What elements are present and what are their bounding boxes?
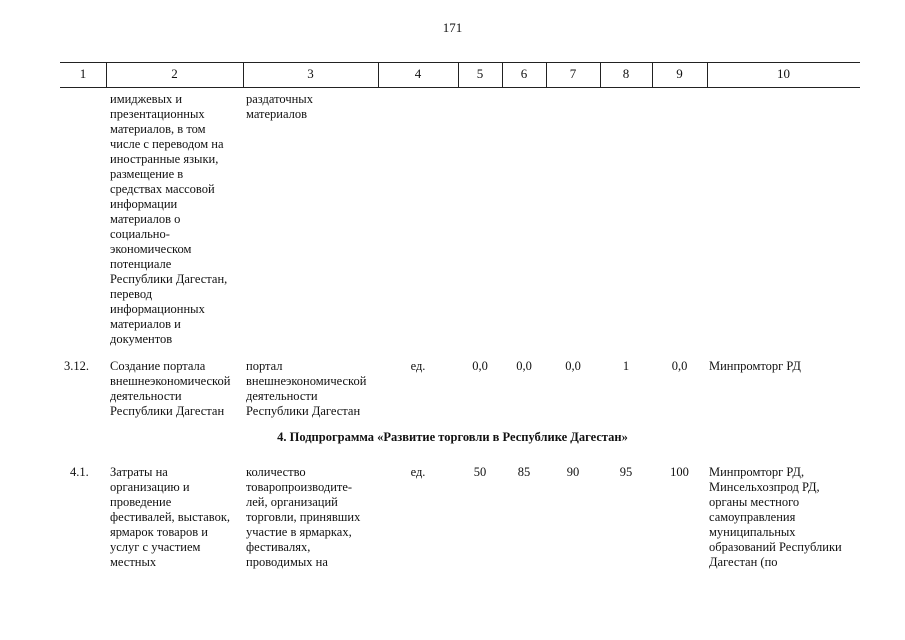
unit-cell: ед. xyxy=(410,359,426,373)
column-header-10: 10 xyxy=(777,66,790,81)
value-col6: 85 xyxy=(517,465,531,479)
value-col7: 0,0 xyxy=(565,359,581,373)
indicator-cell: портал внешнеэкономической деятельности Республики Дагестан xyxy=(246,359,367,418)
column-header-8: 8 xyxy=(622,66,630,81)
value-col9: 0,0 xyxy=(671,359,688,373)
column-header-5: 5 xyxy=(476,66,484,81)
executor-cell: Минпромторг РД, Минсельхозпрод РД, органы местного самоуправления муниципальных образований Республики Дагестан (по xyxy=(709,465,842,569)
value-col9: 100 xyxy=(670,465,689,479)
row-number: 4.1. xyxy=(70,465,89,479)
indicator-cell: количество товаропроизводите- лей, организаций торговли, принявших участие в ярмарках, фестивалях, проводимых на xyxy=(246,465,361,569)
page-number: 171 xyxy=(442,20,463,35)
value-col8: 95 xyxy=(619,465,633,479)
column-header-9: 9 xyxy=(676,66,683,81)
indicator-cell: раздаточных материалов xyxy=(246,92,313,121)
unit-cell: ед. xyxy=(410,465,426,479)
column-header-4: 4 xyxy=(414,66,422,81)
value-col7: 90 xyxy=(566,465,580,479)
column-header-6: 6 xyxy=(520,66,528,81)
column-header-3: 3 xyxy=(307,66,314,81)
subprogram-title: 4. Подпрограмма «Развитие торговли в Республике Дагестан» xyxy=(277,430,628,444)
column-header-7: 7 xyxy=(569,66,577,81)
table-header-top-border xyxy=(60,62,860,63)
value-col8: 1 xyxy=(622,359,630,373)
column-header-2: 2 xyxy=(171,66,178,81)
executor-cell: Минпромторг РД xyxy=(709,359,801,373)
value-col5: 0,0 xyxy=(472,359,488,373)
value-col6: 0,0 xyxy=(516,359,532,373)
row-number: 3.12. xyxy=(64,359,89,373)
measure-cell: имиджевых и презентационных материалов, в том числе с переводом на иностранные языки, размещение в средствах массовой информации материалов о социально- экономическом потенциале Республики Дагестан, перевод информационных материалов и документов xyxy=(110,92,228,346)
measure-cell: Создание портала внешнеэкономической деятельности Республики Дагестан xyxy=(110,359,231,418)
value-col5: 50 xyxy=(473,465,487,479)
measure-cell: Затраты на организацию и проведение фестивалей, выставок, ярмарок товаров и услуг с участием местных xyxy=(110,465,231,569)
column-header-1: 1 xyxy=(79,66,87,81)
table-header-bottom-border xyxy=(60,87,860,88)
